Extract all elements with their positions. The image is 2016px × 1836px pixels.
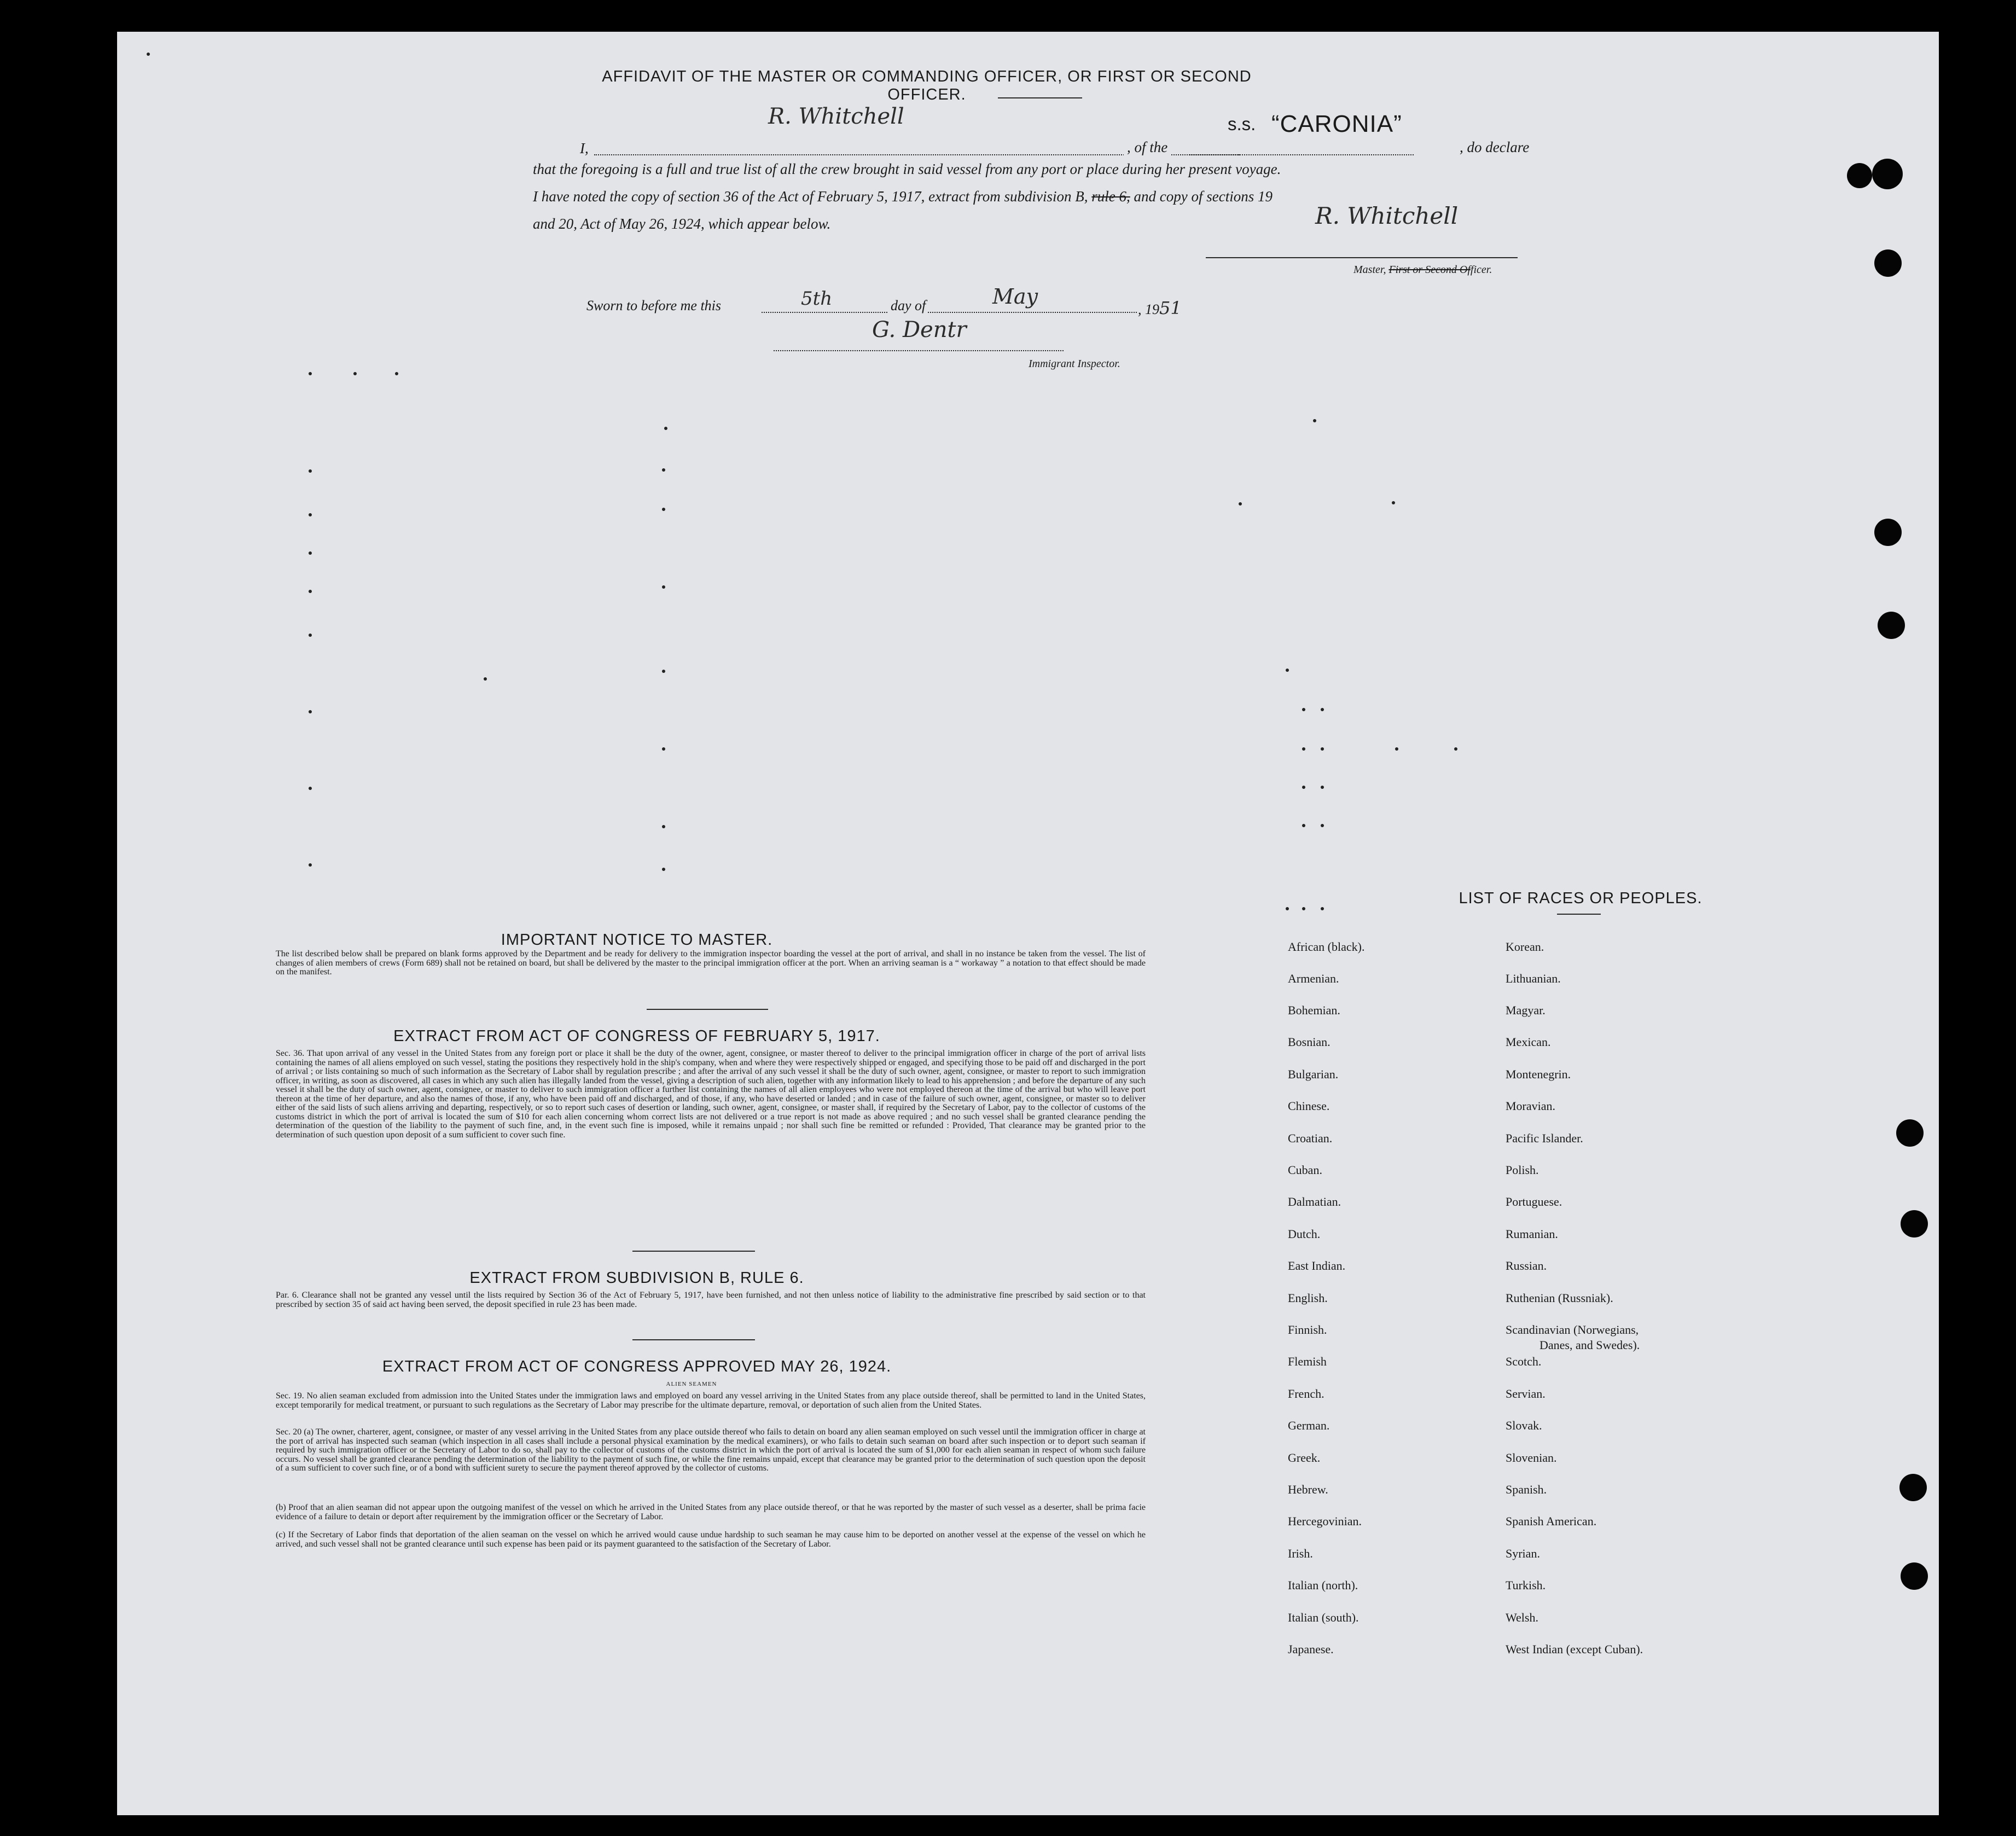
race-item: Greek. <box>1288 1451 1321 1465</box>
punch-hole <box>1872 159 1903 189</box>
race-item: African (black). <box>1288 940 1365 954</box>
race-item: Slovenian. <box>1506 1451 1557 1465</box>
master-signature-line <box>1206 257 1518 258</box>
of-the-text: , of the <box>1124 139 1171 156</box>
extract-rule6-body: Par. 6. Clearance shall not be granted any vessel until the lists required by Section 36 of the Act of February 5, 1917, have been furnished, and not then unless notice of liability to the administrative fine prescribed by said section or to that prescribed by section 35 of said act having been served, the deposit specified in rule 23 has been made. <box>276 1291 1146 1309</box>
day-of-label: day of <box>888 298 928 314</box>
extract-1924-sec20a: Sec. 20 (a) The owner, charterer, agent, consignee, or master of any vessel arriving in the United States from any place outside thereof who fails to detain on board any alien seaman employed on such vessel until the immigration officer in charge at the port of arrival has inspected such seaman (which inspection in all cases shall include a personal physical examination by the medical examiners), or who fails to detain such seaman on board after such inspection or to deport such seaman if required by such immigration officer or the Secretary of Labor to do so, shall pay to the collector of customs of the customs district in which the port of arrival is located the sum of $1,000 for each alien seaman in respect of whom such failure occurs. No vessel shall be granted clearance pending the determination of the liability to the payment of such fine, or while the fine remains unpaid, except that clearance may be granted prior to the determination of such question upon the deposit of a sum sufficient to cover such fine, or of a bond with sufficient surety to secure the payment thereof approved by the collector of customs. <box>276 1427 1146 1473</box>
master-signature-1: R. Whitchell <box>768 104 904 129</box>
race-item: German. <box>1288 1419 1330 1432</box>
notice-title: IMPORTANT NOTICE TO MASTER. <box>501 931 773 949</box>
race-item: French. <box>1288 1387 1324 1401</box>
extract-1924-sec20c: (c) If the Secretary of Labor finds that deportation of the alien seaman on the vessel on which he arrived would cause undue hardship to such seaman he may cause him to be deported on another vessel at the expense of the vessel on which he arrived, and such vessel shall not be granted clearance until such expense has been paid or its payment guaranteed to the satisfaction of the Secretary of Labor. <box>276 1530 1146 1549</box>
race-item: Finnish. <box>1288 1323 1327 1337</box>
sworn-month: May <box>992 284 1038 309</box>
do-declare-text: , do declare <box>1457 139 1531 156</box>
punch-hole <box>1896 1119 1924 1147</box>
sworn-prefix: Sworn to before me this <box>586 298 722 313</box>
master-label-struck: First or Second Of <box>1388 264 1471 276</box>
races-divider <box>1557 914 1601 915</box>
master-label <box>1353 264 1492 276</box>
race-item: Syrian. <box>1506 1547 1540 1560</box>
ship-prefix: s.s. <box>1228 114 1256 134</box>
race-item: Armenian. <box>1288 972 1339 985</box>
affidavit-body-2-struck: rule 6, <box>1091 188 1130 205</box>
i-prefix: I, <box>580 140 589 156</box>
race-item: Portuguese. <box>1506 1195 1562 1208</box>
inspector-signature: G. Dentr <box>872 317 967 342</box>
race-item: Russian. <box>1506 1259 1547 1273</box>
extract-rule6-divider <box>632 1339 755 1340</box>
notice-divider <box>647 1009 768 1010</box>
race-item: Rumanian. <box>1506 1227 1558 1241</box>
affidavit-body-1: that the foregoing is a full and true list of all the crew brought in said vessel from any port or place during her present voyage. <box>533 161 1281 177</box>
race-item: Flemish <box>1288 1355 1327 1368</box>
inspector-signature-line <box>774 350 1064 351</box>
master-label-suffix: ficer. <box>1470 264 1492 276</box>
extract-1924-sec20b: (b) Proof that an alien seaman did not appear upon the outgoing manifest of the vessel on which he arrived in the United States from any place outside thereof, or that he was reported by the master of such vessel as a deserter, shall be prima facie evidence of a failure to detain or deport after requirement by the immigration officer or the Secretary of Labor. <box>276 1503 1146 1521</box>
race-item: Lithuanian. <box>1506 972 1561 985</box>
year-suffix: 51 <box>1159 298 1182 318</box>
race-item: Welsh. <box>1506 1611 1538 1624</box>
master-label-text: Master, <box>1353 264 1386 276</box>
race-item: Scandinavian (Norwegians, <box>1506 1323 1639 1337</box>
race-item-continuation: Danes, and Swedes). <box>1539 1338 1640 1352</box>
extract-1917-divider <box>632 1251 755 1252</box>
punch-hole <box>1878 612 1905 639</box>
race-item: Chinese. <box>1288 1099 1330 1113</box>
races-title: LIST OF RACES OR PEOPLES. <box>1459 890 1703 907</box>
race-item: Dalmatian. <box>1288 1195 1341 1208</box>
race-item: Hercegovinian. <box>1288 1514 1362 1528</box>
affidavit-body-2 <box>533 188 1273 205</box>
notice-body: The list described below shall be prepared on blank forms approved by the Department and be ready for delivery to the immigration inspector boarding the vessel at the port of arrival, and shall in no instance be taken from the vessel. The list of changes of alien members of crews (Form 689) shall not be retained on board, but shall be delivered by the master to the principal immigration officer at the port. When an arriving seaman is a “ workaway ” a notation to that effect should be made on the manifest. <box>276 949 1146 977</box>
race-item: Spanish American. <box>1506 1514 1597 1528</box>
ship-blank-line <box>1189 154 1414 155</box>
race-item: Pacific Islander. <box>1506 1131 1583 1145</box>
document-page <box>117 32 1939 1815</box>
race-item: Ruthenian (Russniak). <box>1506 1291 1613 1305</box>
sworn-year <box>1138 298 1182 318</box>
punch-hole <box>1874 249 1902 277</box>
race-item: Croatian. <box>1288 1131 1333 1145</box>
race-item: Japanese. <box>1288 1642 1334 1656</box>
sworn-blank-line <box>762 312 1137 313</box>
race-item: East Indian. <box>1288 1259 1346 1273</box>
extract-1924-sec19: Sec. 19. No alien seaman excluded from admission into the United States under the immigration laws and employed on board any vessel arriving in the United States from any place outside thereof, shall be permitted to land in the United States, except temporarily for medical treatment, or pursuant to such regulations as the Secretary of Labor may prescribe for the ultimate departure, removal, or deportation of such alien from the United States. <box>276 1391 1146 1410</box>
race-item: Bulgarian. <box>1288 1067 1339 1081</box>
race-item: Spanish. <box>1506 1483 1547 1496</box>
race-item: Polish. <box>1506 1163 1539 1177</box>
race-item: Scotch. <box>1506 1355 1542 1368</box>
race-item: Servian. <box>1506 1387 1546 1401</box>
extract-1917-title: EXTRACT FROM ACT OF CONGRESS OF FEBRUARY 5, 1917. <box>393 1027 880 1045</box>
extract-1924-subtitle: ALIEN SEAMEN <box>666 1381 717 1387</box>
punch-hole <box>1874 519 1902 546</box>
extract-rule6-title: EXTRACT FROM SUBDIVISION B, RULE 6. <box>469 1269 804 1287</box>
race-item: Hebrew. <box>1288 1483 1328 1496</box>
punch-hole <box>1901 1562 1928 1590</box>
race-item: Italian (south). <box>1288 1611 1359 1624</box>
race-item: Slovak. <box>1506 1419 1542 1432</box>
master-signature-2: R. Whitchell <box>1315 202 1459 229</box>
inspector-label: Immigrant Inspector. <box>1029 358 1120 370</box>
race-item: West Indian (except Cuban). <box>1506 1642 1643 1656</box>
race-item: Turkish. <box>1506 1578 1546 1592</box>
race-item: Irish. <box>1288 1547 1313 1560</box>
affidavit-title: AFFIDAVIT OF THE MASTER OR COMMANDING OFFICER, OR FIRST OR SECOND OFFICER. <box>602 68 1252 103</box>
title-divider <box>998 97 1082 98</box>
affidavit-body-2b: and copy of sections 19 <box>1134 188 1273 205</box>
race-item: Korean. <box>1506 940 1544 954</box>
race-item: Montenegrin. <box>1506 1067 1571 1081</box>
affidavit-body-3: and 20, Act of May 26, 1924, which appear below. <box>533 216 831 232</box>
race-item: Bohemian. <box>1288 1003 1340 1017</box>
ship-name: “CARONIA” <box>1271 111 1402 137</box>
punch-hole <box>1899 1474 1927 1501</box>
punch-hole <box>1847 163 1872 188</box>
race-item: Magyar. <box>1506 1003 1546 1017</box>
extract-1924-title: EXTRACT FROM ACT OF CONGRESS APPROVED MAY 26, 1924. <box>382 1358 892 1375</box>
race-item: Mexican. <box>1506 1035 1551 1049</box>
punch-hole <box>1901 1210 1928 1237</box>
race-item: Italian (north). <box>1288 1578 1358 1592</box>
sworn-day: 5th <box>801 288 833 310</box>
race-item: English. <box>1288 1291 1328 1305</box>
race-item: Dutch. <box>1288 1227 1321 1241</box>
year-prefix: , 19 <box>1138 301 1159 317</box>
race-item: Cuban. <box>1288 1163 1322 1177</box>
extract-1917-body: Sec. 36. That upon arrival of any vessel in the United States from any foreign port or place it shall be the duty of the owner, agent, consignee, or master thereof to deliver to the principal immigration officer in charge of the port of arrival lists containing the names of all aliens employed on such vessel, stating the positions they respectively hold in the ship's company, when and where they were respectively shipped or engaged, and specifying those to be paid off and discharged in the port of arrival ; or lists containing so much of such information as the Secretary of Labor shall by regulation prescribe ; and after the arrival of any such vessel it shall be the duty of such owner, agent, consignee, or master to report to such immigration officer, in writing, as soon as discovered, all cases in which any such alien has illegally landed from the vessel, giving a description of such alien, together with any information likely to lead to his apprehension ; and before the departure of any such vessel it shall be the duty of such owner, agent, consignee, or master to deliver to such immigration officer a further list containing the names of all alien employees who were not employed thereon at the time of the arrival but who will leave port thereon at the time of her departure, and also the names of those, if any, who have been paid off and discharged, and of those, if any, who have deserted or landed ; and in case of the failure of such owner, agent, consignee, or master so to deliver either of the said lists of such aliens arriving and departing, respectively, or so to report such cases of desertion or landing, such owner, agent, consignee, or master shall, if required by the Secretary of Labor, pay to the collector of customs of the customs district in which the port of arrival is located the sum of $10 for each alien concerning whom correct lists are not delivered or a true report is not made as above required ; and no such vessel shall be granted clearance pending the determination of the question of the liability to the payment of such fine, and, in the event such fine is imposed, while it remains unpaid ; nor shall such fine be remitted or refunded : Provided, That clearance may be granted prior to the determination of such question upon deposit of a sum sufficient to cover such fine. <box>276 1049 1146 1140</box>
affidavit-body-2a: I have noted the copy of section 36 of the Act of February 5, 1917, extract from subdivision B, <box>533 188 1088 205</box>
race-item: Bosnian. <box>1288 1035 1331 1049</box>
race-item: Moravian. <box>1506 1099 1556 1113</box>
